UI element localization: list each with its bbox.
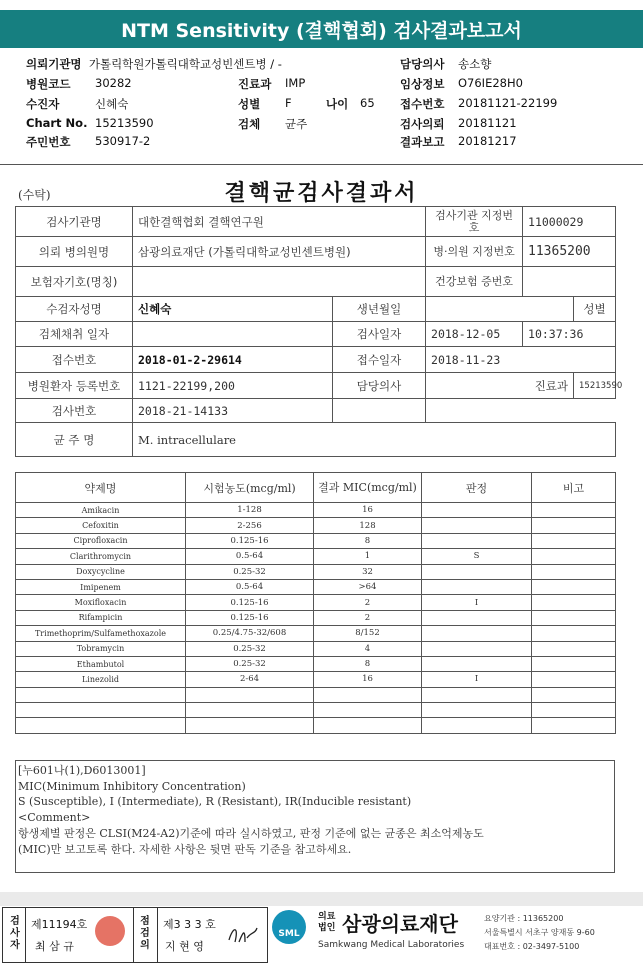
drug-cell: 4 [314,641,422,656]
drug-cell: 2-64 [186,672,314,687]
drug-cell [16,703,186,718]
drug-cell: 8 [314,656,422,671]
drug-cell [186,703,314,718]
contact-phone: 대표번호 : 02-3497-5100 [484,942,580,951]
info-label: 균 주 명 [16,423,133,457]
info-table [15,206,623,457]
drug-cell: Tobramycin [16,641,186,656]
drug-cell: Cefoxitin [16,518,186,533]
drug-cell [186,718,314,733]
drug-cell: 0.5-64 [186,579,314,594]
header-doctor: 담당의사 [400,57,445,71]
drug-cell [532,533,616,548]
drug-cell: 0.25-32 [186,656,314,671]
drug-cell: Ethambutol [16,656,186,671]
comment-line: (MIC)만 보고토록 한다. 자세한 사항은 뒷면 판독 기준을 참고하세요. [18,842,352,856]
drug-cell: Rifampicin [16,610,186,625]
info-label: 접수일자 [333,347,426,373]
header-institution: 의뢰기관명 가톨릭학원가톨릭대학교성빈센트병 / - [26,57,282,71]
info-label: 검사기관명 [16,207,133,237]
header-doctor-value: 송소향 [458,57,492,71]
drug-cell [532,718,616,733]
info-label: 검사기관 지정번호 [426,207,523,237]
drug-cell: 0.5-64 [186,549,314,564]
drug-cell [532,549,616,564]
info-value: 11000029 [523,207,616,237]
drug-cell [532,579,616,594]
drug-cell: 0.25-32 [186,641,314,656]
drug-cell: 1 [314,549,422,564]
drug-cell [422,626,532,641]
info-label: 접수번호 [16,347,133,373]
tester-license: 제11194호 [31,918,88,931]
consignment-label: (수탁) [18,188,51,202]
drug-cell [422,656,532,671]
info-label: 수검자성명 [16,297,133,322]
drug-cell: Doxycycline [16,564,186,579]
header-sex: 성별 [238,97,261,111]
drug-cell [422,533,532,548]
info-value: 대한결핵협회 결핵연구원 [133,207,426,237]
info-label: 검사번호 [16,399,133,423]
drug-cell: 16 [314,672,422,687]
info-value: 10:37:36 [523,322,616,347]
contact-address: 서울특별시 서초구 양재동 9-60 [484,928,595,937]
header-request-value: 20181121 [458,116,517,130]
drug-cell: Ciprofloxacin [16,533,186,548]
drug-cell: 0.125-16 [186,610,314,625]
inspector-name: 지 현 영 [165,940,204,953]
drug-row [16,656,616,671]
drug-cell [16,718,186,733]
header-report: 결과보고 [400,135,445,149]
drug-cell [532,672,616,687]
tester-label: 검 사 자 [10,916,20,951]
header-clinical-value: O76IE28H0 [458,76,523,90]
brand-name: 삼광의료재단 [342,912,458,936]
drug-cell: 0.25-32 [186,564,314,579]
info-label: 성별 [574,297,616,322]
drug-cell: >64 [314,579,422,594]
info-row [16,207,616,237]
header-dept: 진료과 [238,77,272,91]
info-value: 2018-11-23 [426,347,616,373]
drug-cell: 2 [314,595,422,610]
info-row [16,322,616,347]
drug-cell: 32 [314,564,422,579]
footer-divider [0,892,643,906]
drug-cell [532,641,616,656]
info-label: 검체채취 일자 [16,322,133,347]
header-report-value: 20181217 [458,134,517,148]
info-value: 15213590 [574,373,616,399]
drug-row [16,672,616,687]
info-value: 2018-21-14133 [133,399,333,423]
info-row [16,347,616,373]
header-request: 검사의뢰 [400,117,445,131]
info-label: 담당의사 [333,373,426,399]
drug-cell [314,718,422,733]
drug-cell: I [422,595,532,610]
header-age: 나이 [326,97,349,111]
drug-cell [532,703,616,718]
drug-cell [422,610,532,625]
inspector-label: 점 검 의 [140,916,150,951]
drug-cell [532,687,616,702]
drug-row [16,718,616,733]
info-label: 생년월일 [333,297,426,322]
drug-row [16,579,616,594]
drug-cell [422,718,532,733]
drug-cell: Moxifloxacin [16,595,186,610]
drug-row [16,564,616,579]
drug-row [16,549,616,564]
drug-cell: Linezolid [16,672,186,687]
header-patient-value: 신혜숙 [95,97,129,111]
info-label: 검사일자 [333,322,426,347]
comment-line: 항생제별 판정은 CLSI(M24-A2)기준에 따라 실시하였고, 판정 기준에 없는 균종은 최소억제농도 [18,826,484,840]
header-rrn: 주민번호 [26,135,71,149]
drug-cell: 0.125-16 [186,595,314,610]
header-age-value: 65 [360,96,375,110]
drug-cell [532,503,616,518]
drug-table-header [16,473,616,503]
official-seal [95,916,125,946]
info-value: 2018-12-05 [426,322,523,347]
drug-cell: 8/152 [314,626,422,641]
header-receipt-value: 20181121-22199 [458,96,558,110]
drug-row [16,595,616,610]
info-label: 건강보험 증번호 [426,267,523,297]
drug-cell: Imipenem [16,579,186,594]
drug-cell: Clarithromycin [16,549,186,564]
drug-cell: 128 [314,518,422,533]
drug-row [16,641,616,656]
drug-cell: 8 [314,533,422,548]
drug-cell [422,503,532,518]
info-row [16,267,616,297]
sml-logo-icon: SML [272,910,306,944]
report-title: 결핵균검사결과서 [224,180,419,206]
info-row [16,373,616,399]
header-divider [0,164,643,165]
drug-row [16,503,616,518]
signature-box [2,907,268,963]
brand-english: Samkwang Medical Laboratories [318,940,465,950]
drug-cell [532,595,616,610]
info-value: 삼광의료재단 (가톨릭대학교성빈센트병원) [133,237,426,267]
header-chart-value: 15213590 [95,116,154,130]
drug-cell [16,687,186,702]
info-label: 병원환자 등록번호 [16,373,133,399]
info-value: 2018-01-2-29614 [133,347,333,373]
comment-line: MIC(Minimum Inhibitory Concentration) [18,779,246,793]
info-row [16,297,616,322]
info-value: 11365200 [523,237,616,267]
drug-row [16,518,616,533]
column-header: 비고 [532,473,616,503]
drug-cell [532,518,616,533]
header-patient: 수진자 [26,97,60,111]
drug-cell [422,518,532,533]
drug-cell [422,564,532,579]
info-value [133,267,426,297]
drug-cell [186,687,314,702]
signature-mark [225,922,259,948]
drug-cell: 0.125-16 [186,533,314,548]
drug-row [16,533,616,548]
header-hospital-code: 병원코드 [26,77,71,91]
drug-cell: 2-256 [186,518,314,533]
drug-cell: 1-128 [186,503,314,518]
column-header: 판정 [422,473,532,503]
drug-cell: I [422,672,532,687]
report-banner: NTM Sensitivity (결핵협회) 검사결과보고서 [0,10,643,48]
info-label: 병·의원 지정번호 [426,237,523,267]
drug-cell: 2 [314,610,422,625]
info-label: 진료과 [426,373,574,399]
drug-cell [422,703,532,718]
brand-prefix: 의료 법인 [318,912,336,933]
info-value: 신혜숙 [133,297,333,322]
header-sex-value: F [285,96,292,110]
column-header: 시험농도(mcg/ml) [186,473,314,503]
drug-row [16,703,616,718]
drug-cell: Trimethoprim/Sulfamethoxazole [16,626,186,641]
header-specimen-value: 균주 [285,117,308,131]
header-rrn-value: 530917-2 [95,134,151,148]
drug-cell [314,687,422,702]
info-value [426,297,574,322]
drug-row [16,610,616,625]
drug-cell [422,641,532,656]
info-row [16,237,616,267]
inspector-license: 제3 3 3 호 [163,918,216,931]
info-value [523,267,616,297]
comment-box [15,760,615,873]
header-receipt: 접수번호 [400,97,445,111]
drug-row [16,687,616,702]
info-label: 보험자기호(명칭) [16,267,133,297]
header-specimen: 검체 [238,117,261,131]
info-value: M. intracellulare [133,423,616,457]
drug-cell [422,687,532,702]
info-value: 1121-22199,200 [133,373,333,399]
header-clinical: 임상정보 [400,77,445,91]
drug-cell [532,656,616,671]
drug-cell [532,610,616,625]
info-row [16,399,616,423]
drug-table [15,472,616,734]
header-chart: Chart No. [26,116,88,130]
drug-row [16,626,616,641]
info-value [133,322,333,347]
drug-cell [532,564,616,579]
drug-cell: 16 [314,503,422,518]
drug-cell [422,579,532,594]
drug-cell: S [422,549,532,564]
drug-cell [314,703,422,718]
drug-cell: 0.25/4.75-32/608 [186,626,314,641]
comment-line: [누601나(1),D6013001] [18,764,146,777]
info-label: 의뢰 병의원명 [16,237,133,267]
drug-cell [532,626,616,641]
header-dept-value: IMP [285,76,306,90]
info-row [16,423,616,457]
column-header: 결과 MIC(mcg/ml) [314,473,422,503]
drug-cell: Amikacin [16,503,186,518]
column-header: 약제명 [16,473,186,503]
comment-line: <Comment> [18,811,91,825]
info-value [333,399,426,423]
header-hospital-code-value: 30282 [95,76,132,90]
contact-code: 요양기관 : 11365200 [484,914,564,923]
tester-name: 최 삼 규 [35,940,74,953]
comment-line: S (Susceptible), I (Intermediate), R (Resistant), IR(Inducible resistant) [18,795,412,809]
